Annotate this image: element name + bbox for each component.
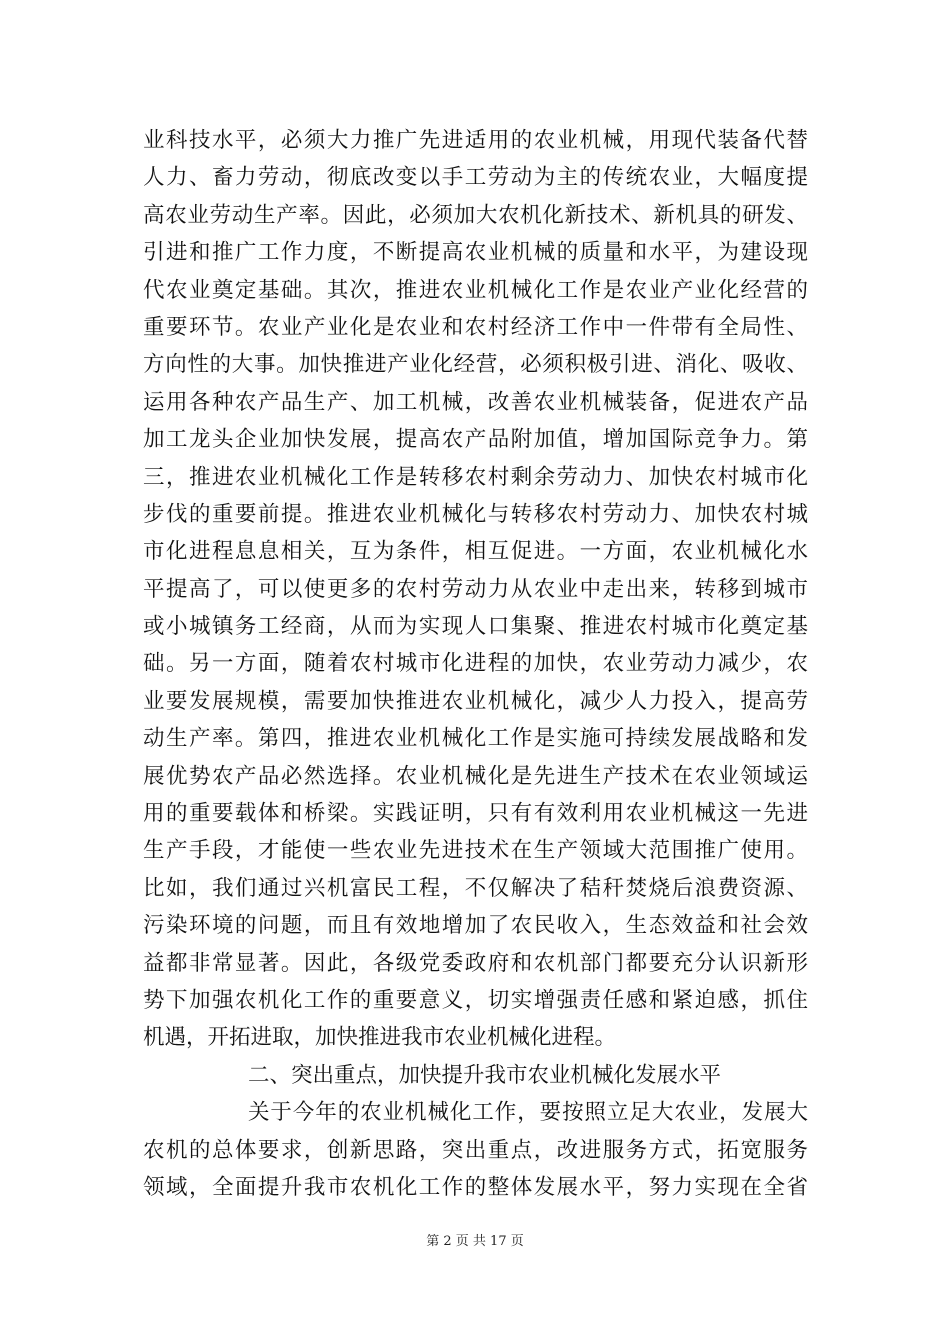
text-line: 平提高了，可以使更多的农村劳动力从农业中走出来，转移到城市: [143, 576, 808, 602]
text-line: 或小城镇务工经商，从而为实现人口集聚、推进农村城市化奠定基: [143, 614, 808, 640]
text-line: 动生产率。第四，推进农业机械化工作是实施可持续发展战略和发: [143, 726, 808, 752]
text-line: 机遇，开拓进取，加快推进我市农业机械化进程。: [143, 1025, 617, 1051]
text-line: 领域，全面提升我市农机化工作的整体发展水平，努力实现在全省: [143, 1174, 808, 1200]
text-line: 重要环节。农业产业化是农业和农村经济工作中一件带有全局性、: [143, 314, 808, 340]
text-line: 关于今年的农业机械化工作，要按照立足大农业，发展大: [248, 1100, 808, 1126]
text-line: 方向性的大事。加快推进产业化经营，必须积极引进、消化、吸收、: [143, 352, 808, 378]
text-line: 三，推进农业机械化工作是转移农村剩余劳动力、加快农村城市化: [143, 464, 808, 490]
text-line: 污染环境的问题，而且有效地增加了农民收入，生态效益和社会效: [143, 913, 808, 939]
text-line: 展优势农产品必然选择。农业机械化是先进生产技术在农业领域运: [143, 763, 808, 789]
section-heading: 二、突出重点，加快提升我市农业机械化发展水平: [248, 1062, 722, 1088]
text-line: 运用各种农产品生产、加工机械，改善农业机械装备，促进农产品: [143, 389, 808, 415]
text-line: 用的重要载体和桥梁。实践证明，只有有效利用农业机械这一先进: [143, 801, 808, 827]
text-line: 代农业奠定基础。其次，推进农业机械化工作是农业产业化经营的: [143, 277, 808, 303]
body-text: [143, 122, 808, 1206]
text-line: 益都非常显著。因此，各级党委政府和农机部门都要充分认识新形: [143, 950, 808, 976]
text-line: 引进和推广工作力度，不断提高农业机械的质量和水平，为建设现: [143, 240, 808, 266]
text-line: 业要发展规模，需要加快推进农业机械化，减少人力投入，提高劳: [143, 688, 808, 714]
text-line: 高农业劳动生产率。因此，必须加大农机化新技术、新机具的研发、: [143, 202, 808, 228]
text-line: 比如，我们通过兴机富民工程，不仅解决了秸秆焚烧后浪费资源、: [143, 875, 808, 901]
text-line: 步伐的重要前提。推进农业机械化与转移农村劳动力、加快农村城: [143, 501, 808, 527]
text-line: 业科技水平，必须大力推广先进适用的农业机械，用现代装备代替: [143, 128, 808, 153]
text-line: 农机的总体要求，创新思路，突出重点，改进服务方式，拓宽服务: [143, 1137, 808, 1163]
text-line: 市化进程息息相关，互为条件，相互促进。一方面，农业机械化水: [143, 539, 808, 565]
text-line: 生产手段，才能使一些农业先进技术在生产领域大范围推广使用。: [143, 838, 808, 864]
text-line: 人力、畜力劳动，彻底改变以手工劳动为主的传统农业，大幅度提: [143, 165, 808, 191]
text-line: 础。另一方面，随着农村城市化进程的加快，农业劳动力减少，农: [143, 651, 808, 677]
page-number: 第 2 页 共 17 页: [426, 1234, 524, 1249]
text-line: 势下加强农机化工作的重要意义，切实增强责任感和紧迫感，抓住: [143, 987, 808, 1013]
text-line: 加工龙头企业加快发展，提高农产品附加值，增加国际竞争力。第: [143, 427, 808, 453]
